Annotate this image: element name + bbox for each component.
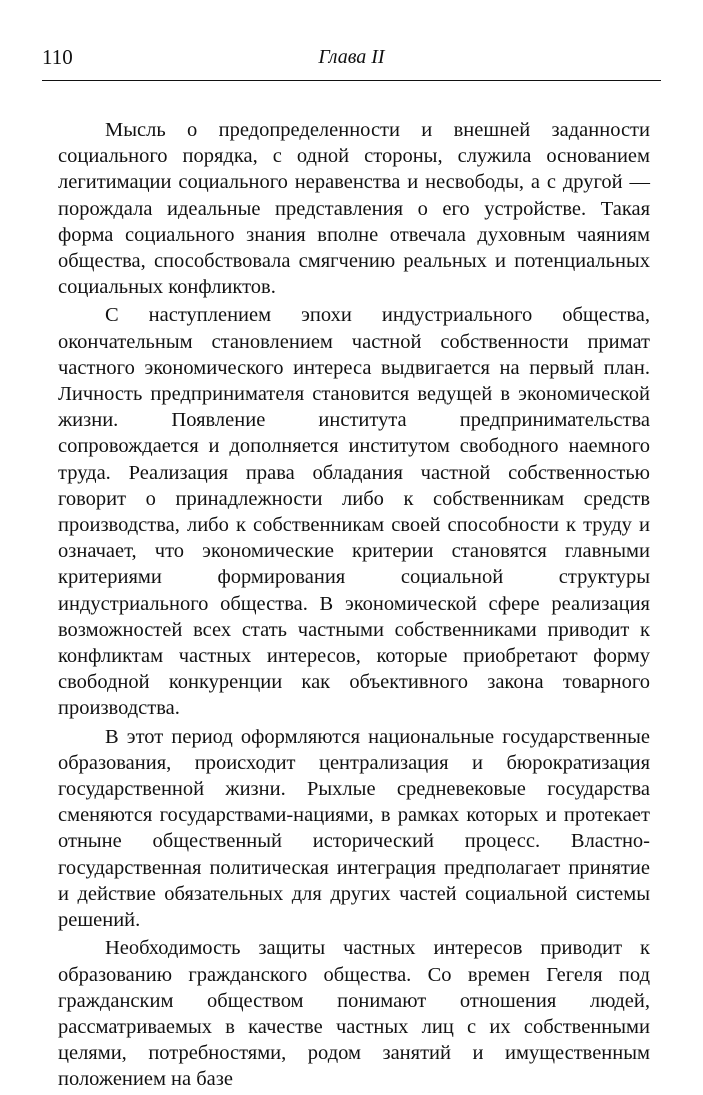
header-rule (42, 80, 661, 81)
paragraph-3: В этот период оформляются национальные государственные образования, происходит централизация и бюрократизация государственной жизни. Рыхлые средневековые государства сменяются государствами-нациями, в рамках которых и протекает отныне общественный исторический процесс. Властно-государственная политическая интеграция предполагает принятие и действие обязательных для других частей социальной системы решений. (58, 725, 650, 932)
chapter-title: Глава II (318, 46, 385, 68)
paragraph-4: Необходимость защиты частных интересов приводит к образованию гражданского общества. Со времен Гегеля под гражданским обществом понимают отношения людей, рассматриваемых в качестве частных лиц с их собственными целями, потребностями, родом занятий и имущественным положением на базе (58, 937, 650, 1091)
paragraph-1: Мысль о предопределенности и внешней заданности социального порядка, с одной стороны, служила основанием легитимации социального неравенства и несвободы, а с другой — порождала идеальные представления о его устройстве. Такая форма социального знания вполне отвечала духовным чаяниям общества, способствовала смягчению реальных и потенциальных социальных конфликтов. (58, 119, 650, 299)
paragraph-2: С наступлением эпохи индустриального общества, окончательным становлением частной собственности примат частного экономического интереса выдвигается на первый план. Личность предпринимателя становится ведущей в экономической жизни. Появление института предпринимательства сопровождается и дополняется институтом свободного наемного труда. Реализация права обладания частной собственностью говорит о принадлежности либо к собственникам средств производства, либо к собственникам своей способности к труду и означает, что экономические критерии становятся главными критериями формирования социальной структуры индустриального общества. В экономической сфере реализация возможностей всех стать частными собственниками приводит к конфликтам частных интересов, которые приобретают форму свободной конкуренции как объективного закона товарного производства. (58, 304, 650, 720)
body-text (58, 117, 650, 1095)
page-header (42, 40, 661, 74)
page-number: 110 (42, 45, 73, 69)
